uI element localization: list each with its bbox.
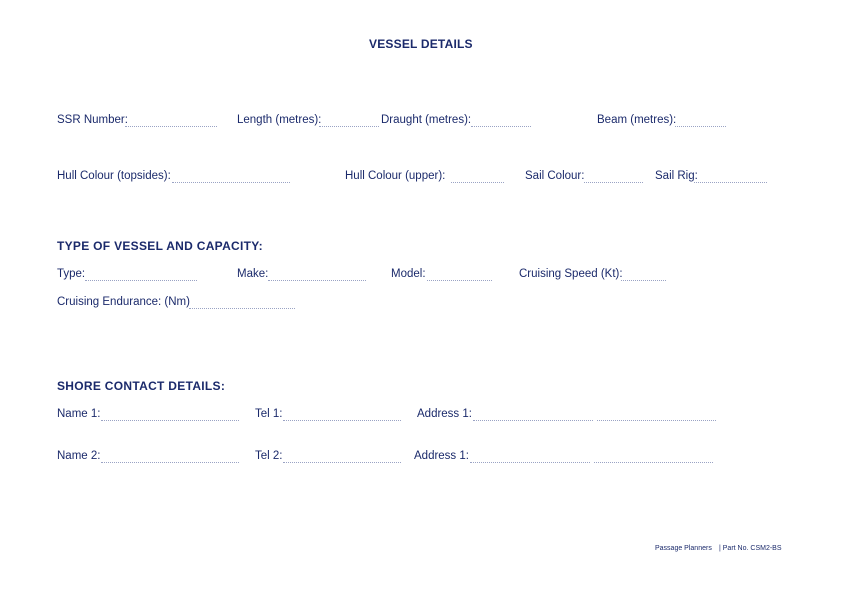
sail-colour-field[interactable] [584,182,643,183]
name-2-label: Name 2: [57,450,101,462]
hull-colour-upper-label: Hull Colour (upper): [345,170,446,182]
ssr-number-label: SSR Number: [57,114,128,126]
address-1-field-a[interactable] [473,420,593,421]
sail-rig-label: Sail Rig: [655,170,698,182]
footer-part-number: | Part No. CSM2-BS [719,545,782,552]
beam-field[interactable] [675,126,726,127]
address-2-field-b[interactable] [594,462,713,463]
type-of-vessel-heading: TYPE OF VESSEL AND CAPACITY: [57,239,263,253]
type-field[interactable] [85,280,197,281]
name-1-label: Name 1: [57,408,101,420]
page-title: VESSEL DETAILS [369,37,473,51]
name-1-field[interactable] [101,420,239,421]
tel-2-label: Tel 2: [255,450,283,462]
footer-brand: Passage Planners [655,545,712,552]
make-field[interactable] [268,280,366,281]
model-label: Model: [391,268,426,280]
cruising-speed-field[interactable] [621,280,666,281]
tel-1-label: Tel 1: [255,408,283,420]
length-label: Length (metres): [237,114,322,126]
address-2-field-a[interactable] [470,462,590,463]
hull-colour-topsides-field[interactable] [172,182,290,183]
model-field[interactable] [427,280,492,281]
cruising-endurance-field[interactable] [189,308,295,309]
cruising-speed-label: Cruising Speed (Kt): [519,268,623,280]
hull-colour-topsides-label: Hull Colour (topsides): [57,170,171,182]
ssr-number-field[interactable] [125,126,217,127]
beam-label: Beam (metres): [597,114,677,126]
type-label: Type: [57,268,86,280]
name-2-field[interactable] [101,462,239,463]
length-field[interactable] [319,126,379,127]
sail-colour-label: Sail Colour: [525,170,585,182]
shore-contact-heading: SHORE CONTACT DETAILS: [57,379,226,393]
tel-2-field[interactable] [283,462,401,463]
make-label: Make: [237,268,269,280]
sail-rig-field[interactable] [694,182,767,183]
address-1-field-b[interactable] [597,420,716,421]
cruising-endurance-label: Cruising Endurance: (Nm) [57,296,190,308]
address-1-label: Address 1: [417,408,472,420]
draught-field[interactable] [471,126,531,127]
tel-1-field[interactable] [283,420,401,421]
hull-colour-upper-field[interactable] [451,182,504,183]
draught-label: Draught (metres): [381,114,472,126]
address-2-label: Address 1: [414,450,469,462]
